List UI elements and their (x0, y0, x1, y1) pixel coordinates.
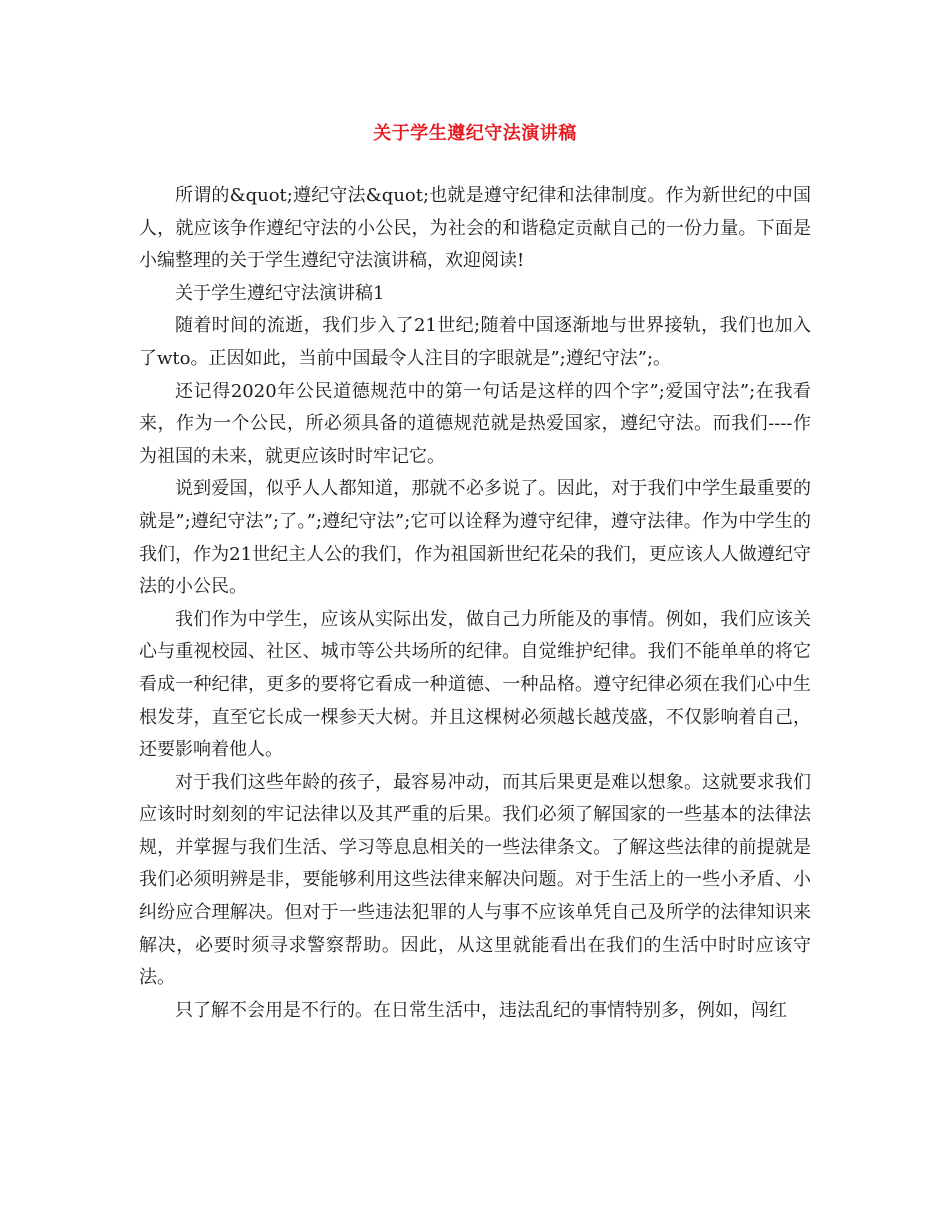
body-paragraph: 我们作为中学生，应该从实际出发，做自己力所能及的事情。例如，我们应该关心与重视校园、社区、城市等公共场所的纪律。自觉维护纪律。我们不能单单的将它看成一种纪律，更多的要将它看成一种道德、一种品格。遵守纪律必须在我们心中生根发芽，直至它长成一棵参天大树。并且这棵树必须越长越茂盛，不仅影响着自己，还要影响着他人。 (139, 608, 811, 761)
body-paragraph: 说到爱国，似乎人人都知道，那就不必多说了。因此，对于我们中学生最重要的就是”;遵纪守法”;了。”;遵纪守法”;它可以诠释为遵守纪律，遵守法律。作为中学生的我们，作为21世纪主人公的我们，作为祖国新世纪花朵的我们，更应该人人做遵纪守法的小公民。 (139, 478, 811, 598)
document-page (139, 118, 811, 1027)
intro-paragraph: 所谓的&quot;遵纪守法&quot;也就是遵守纪律和法律制度。作为新世纪的中国人，就应该争作遵纪守法的小公民，为社会的和谐稳定贡献自己的一份力量。下面是小编整理的关于学生遵纪守法演讲稿，欢迎阅读! (139, 185, 811, 272)
body-paragraph: 还记得2020年公民道德规范中的第一句话是这样的四个字”;爱国守法”;在我看来，作为一个公民，所必须具备的道德规范就是热爱国家，遵纪守法。而我们----作为祖国的未来，就更应该时时牢记它。 (139, 380, 811, 467)
document-title: 关于学生遵纪守法演讲稿 (373, 123, 577, 144)
section-heading: 关于学生遵纪守法演讲稿1 (175, 282, 385, 304)
body-paragraph: 随着时间的流逝，我们步入了21世纪;随着中国逐渐地与世界接轨，我们也加入了wto。正因如此，当前中国最令人注目的字眼就是”;遵纪守法”;。 (139, 315, 811, 369)
body-paragraph: 只了解不会用是不行的。在日常生活中，违法乱纪的事情特别多，例如，闯红 (175, 999, 787, 1021)
body-paragraph: 对于我们这些年龄的孩子，最容易冲动，而其后果更是难以想象。这就要求我们应该时时刻刻的牢记法律以及其严重的后果。我们必须了解国家的一些基本的法律法规，并掌握与我们生活、学习等息息相关的一些法律条文。了解这些法律的前提就是我们必须明辨是非，要能够利用这些法律来解决问题。对于生活上的一些小矛盾、小纠纷应合理解决。但对于一些违法犯罪的人与事不应该单凭自己及所学的法律知识来解决，必要时须寻求警察帮助。因此，从这里就能看出在我们的生活中时时应该守法。 (139, 771, 811, 989)
